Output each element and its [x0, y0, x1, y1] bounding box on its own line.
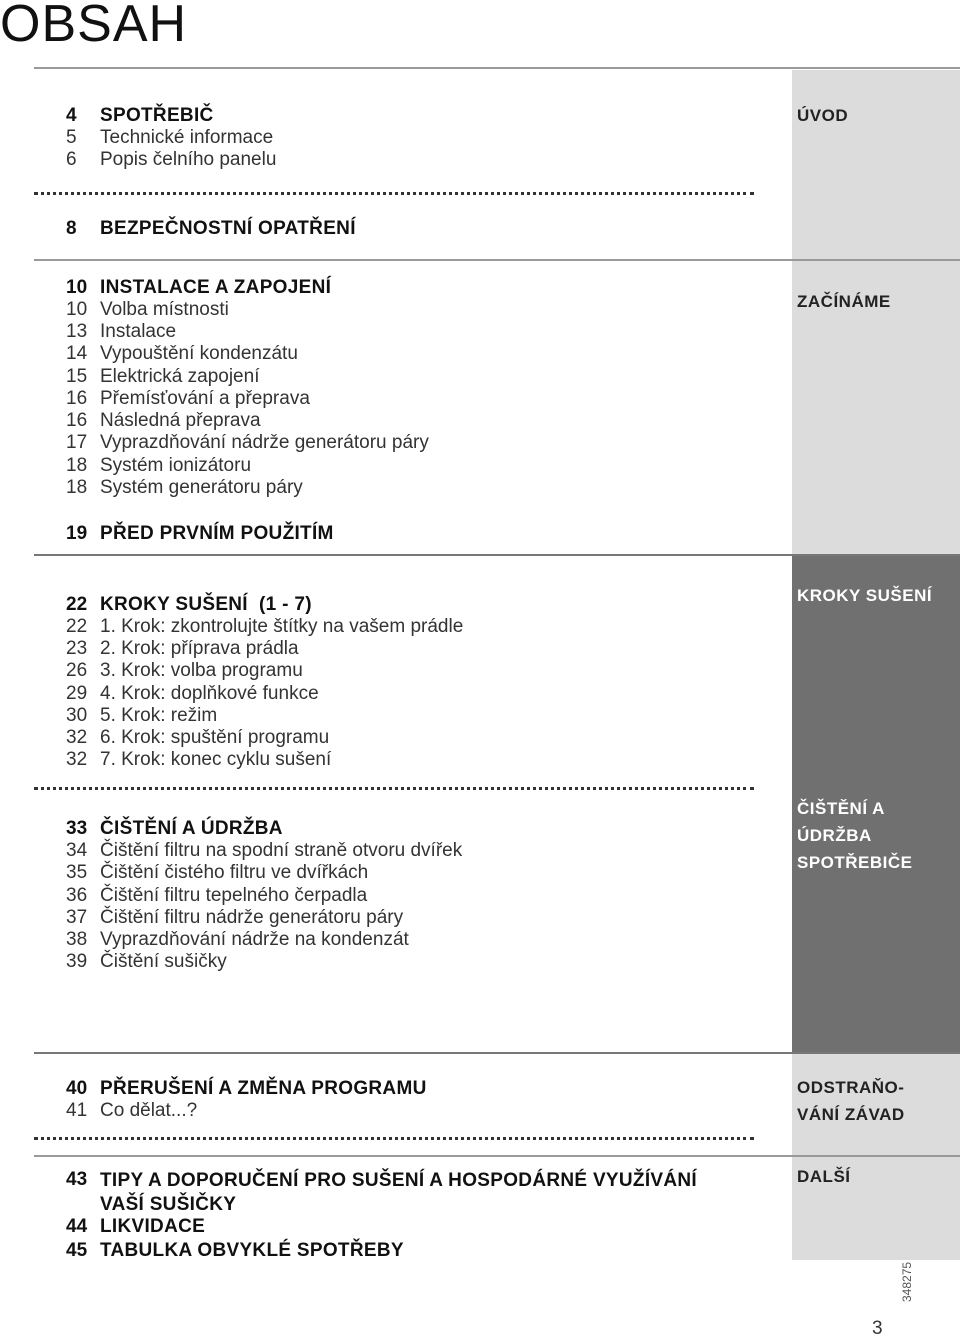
toc-page-number: 19 [66, 523, 88, 544]
toc-item: Elektrická zapojení [100, 366, 260, 387]
toc-page-number: 23 [66, 638, 88, 659]
toc-entry[interactable] [66, 1100, 197, 1122]
toc-item: Co dělat...? [100, 1100, 198, 1121]
toc-item: Systém ionizátoru [100, 455, 252, 476]
toc-page-number: 15 [66, 366, 88, 387]
toc-entry[interactable] [66, 410, 261, 432]
toc-item: 6. Krok: spuštění programu [100, 727, 330, 748]
toc-entry[interactable] [66, 455, 251, 477]
toc-item: 1. Krok: zkontrolujte štítky na vašem prádle [100, 616, 464, 637]
sidebar-label-line: ODSTRAŇO- [797, 1078, 905, 1097]
toc-item: 7. Krok: konec cyklu sušení [100, 749, 332, 770]
toc-entry[interactable] [66, 951, 227, 973]
toc-entry[interactable] [66, 343, 298, 365]
sidebar-label-line: SPOTŘEBIČE [797, 853, 913, 872]
toc-entry-cisteni-a-udrzba[interactable] [66, 818, 283, 840]
toc-entry[interactable] [66, 660, 303, 682]
toc-page-number: 29 [66, 683, 88, 704]
toc-entry[interactable] [66, 727, 329, 749]
sidebar-label-uvod[interactable]: ÚVOD [797, 106, 849, 125]
toc-item: Čištění čistého filtru ve dvířkách [100, 862, 369, 883]
toc-item: Následná přeprava [100, 410, 261, 431]
toc-entry-pred-prvnim-pouzitim[interactable] [66, 523, 334, 545]
sidebar-label-line: ÚDRŽBA [797, 826, 872, 845]
toc-page-number: 16 [66, 388, 88, 409]
document-code: 348275 [900, 1261, 914, 1302]
toc-item: Popis čelního panelu [100, 149, 277, 170]
toc-entry[interactable] [66, 616, 463, 638]
toc-entry-instalace-a-zapojeni[interactable] [66, 277, 331, 299]
toc-page-number: 8 [66, 218, 77, 239]
toc-item: Čištění filtru na spodní straně otvoru dvířek [100, 840, 463, 861]
toc-item: 3. Krok: volba programu [100, 660, 303, 681]
toc-page-number: 30 [66, 705, 88, 726]
divider [34, 259, 960, 261]
toc-page-number: 16 [66, 410, 88, 431]
toc-page-number: 37 [66, 907, 88, 928]
sidebar-label-kroky-suseni[interactable]: KROKY SUŠENÍ [797, 586, 933, 605]
divider [34, 554, 960, 556]
toc-page-number: 38 [66, 929, 88, 950]
toc-entry-bezpecnostni-opatreni[interactable] [66, 218, 356, 240]
toc-entry[interactable] [66, 929, 409, 951]
toc-page-number: 5 [66, 127, 77, 148]
dotted-separator [34, 1137, 754, 1140]
toc-item: 5. Krok: režim [100, 705, 218, 726]
toc-page-number: 41 [66, 1100, 88, 1121]
sidebar-label-line: ČIŠTĚNÍ A [797, 799, 885, 818]
toc-page-number: 6 [66, 149, 77, 170]
toc-entry[interactable] [66, 366, 259, 388]
toc-page-number: 10 [66, 299, 88, 320]
toc-item: Systém generátoru páry [100, 477, 303, 498]
toc-heading: SPOTŘEBIČ [100, 105, 214, 126]
toc-page-number: 22 [66, 594, 88, 615]
sidebar-label-line: VÁNÍ ZÁVAD [797, 1105, 905, 1124]
page-number: 3 [872, 1318, 883, 1339]
toc-page-number: 4 [66, 105, 77, 126]
toc-entry[interactable] [66, 907, 403, 929]
toc-page-number: 45 [66, 1240, 88, 1261]
toc-page-number: 18 [66, 455, 88, 476]
toc-entry[interactable] [66, 840, 462, 862]
toc-entry[interactable] [66, 749, 331, 771]
toc-page-number: 43 [66, 1169, 88, 1190]
toc-item: Vyprazdňování nádrže generátoru páry [100, 432, 429, 453]
toc-heading: ČIŠTĚNÍ A ÚDRŽBA [100, 818, 283, 839]
page-title: OBSAH [0, 0, 188, 53]
divider [34, 67, 960, 69]
toc-entry-tipy-a-doporuceni[interactable] [66, 1169, 746, 1217]
divider [34, 1155, 960, 1157]
toc-entry[interactable] [66, 127, 273, 149]
toc-entry[interactable] [66, 149, 276, 171]
toc-heading: INSTALACE A ZAPOJENÍ [100, 277, 332, 298]
toc-entry-preruseni-a-zmena-programu[interactable] [66, 1078, 427, 1100]
toc-entry-likvidace[interactable] [66, 1216, 205, 1238]
toc-entry[interactable] [66, 705, 217, 727]
toc-item: Vyprazdňování nádrže na kondenzát [100, 929, 409, 950]
toc-heading: TABULKA OBVYKLÉ SPOTŘEBY [100, 1240, 404, 1261]
sidebar-label-odstranovani-zavad[interactable] [797, 1074, 905, 1128]
dotted-separator [34, 192, 754, 195]
toc-heading: BEZPEČNOSTNÍ OPATŘENÍ [100, 218, 356, 239]
toc-item: Technické informace [100, 127, 274, 148]
toc-heading: KROKY SUŠENÍ (1 - 7) [100, 594, 312, 615]
toc-page-number: 35 [66, 862, 88, 883]
sidebar-label-cisteni-a-udrzba[interactable] [797, 795, 913, 876]
toc-item: Přemísťování a přeprava [100, 388, 310, 409]
toc-page-number: 36 [66, 885, 88, 906]
toc-item: Čištění filtru nádrže generátoru páry [100, 907, 404, 928]
toc-entry-kroky-suseni[interactable] [66, 594, 312, 616]
toc-entry[interactable] [66, 885, 367, 907]
toc-heading: PŘERUŠENÍ A ZMĚNA PROGRAMU [100, 1078, 427, 1099]
toc-page-number: 26 [66, 660, 88, 681]
divider [34, 1052, 960, 1054]
toc-page-number: 18 [66, 477, 88, 498]
dotted-separator [34, 787, 754, 790]
sidebar-label-dalsi[interactable]: DALŠÍ [797, 1167, 851, 1186]
toc-page-number: 10 [66, 277, 88, 298]
toc-page-number: 34 [66, 840, 88, 861]
toc-entry-tabulka-obvykle-spotreby[interactable] [66, 1240, 404, 1262]
toc-heading: TIPY A DOPORUČENÍ PRO SUŠENÍ A HOSPODÁRNÉ VYUŽÍVÁNÍ VAŠÍ SUŠIČKY [100, 1170, 697, 1215]
sidebar-label-zaciname[interactable]: ZAČÍNÁME [797, 292, 891, 311]
toc-page-number: 13 [66, 321, 88, 342]
toc-item: Vypouštění kondenzátu [100, 343, 298, 364]
toc-entry[interactable] [66, 477, 303, 499]
toc-entry-spotrebic[interactable] [66, 105, 214, 127]
toc-page-number: 17 [66, 432, 88, 453]
toc-page-number: 40 [66, 1078, 88, 1099]
toc-entry[interactable] [66, 388, 310, 410]
toc-item: 2. Krok: příprava prádla [100, 638, 299, 659]
toc-item: Volba místnosti [100, 299, 229, 320]
toc-item: Instalace [100, 321, 177, 342]
toc-entry[interactable] [66, 432, 429, 454]
toc-item: 4. Krok: doplňkové funkce [100, 683, 319, 704]
toc-page-number: 39 [66, 951, 88, 972]
toc-page-number: 32 [66, 727, 88, 748]
toc-heading: LIKVIDACE [100, 1216, 206, 1237]
toc-page-number: 44 [66, 1216, 88, 1237]
toc-heading: PŘED PRVNÍM POUŽITÍM [100, 523, 334, 544]
toc-page-number: 33 [66, 818, 88, 839]
toc-item: Čištění filtru tepelného čerpadla [100, 885, 368, 906]
toc-page-number: 32 [66, 749, 88, 770]
toc-entry[interactable] [66, 638, 299, 660]
toc-entry[interactable] [66, 862, 368, 884]
toc-item: Čištění sušičky [100, 951, 227, 972]
toc-entry[interactable] [66, 321, 176, 343]
toc-page-number: 14 [66, 343, 88, 364]
toc-entry[interactable] [66, 299, 229, 321]
toc-page-number: 22 [66, 616, 88, 637]
toc-entry[interactable] [66, 683, 319, 705]
